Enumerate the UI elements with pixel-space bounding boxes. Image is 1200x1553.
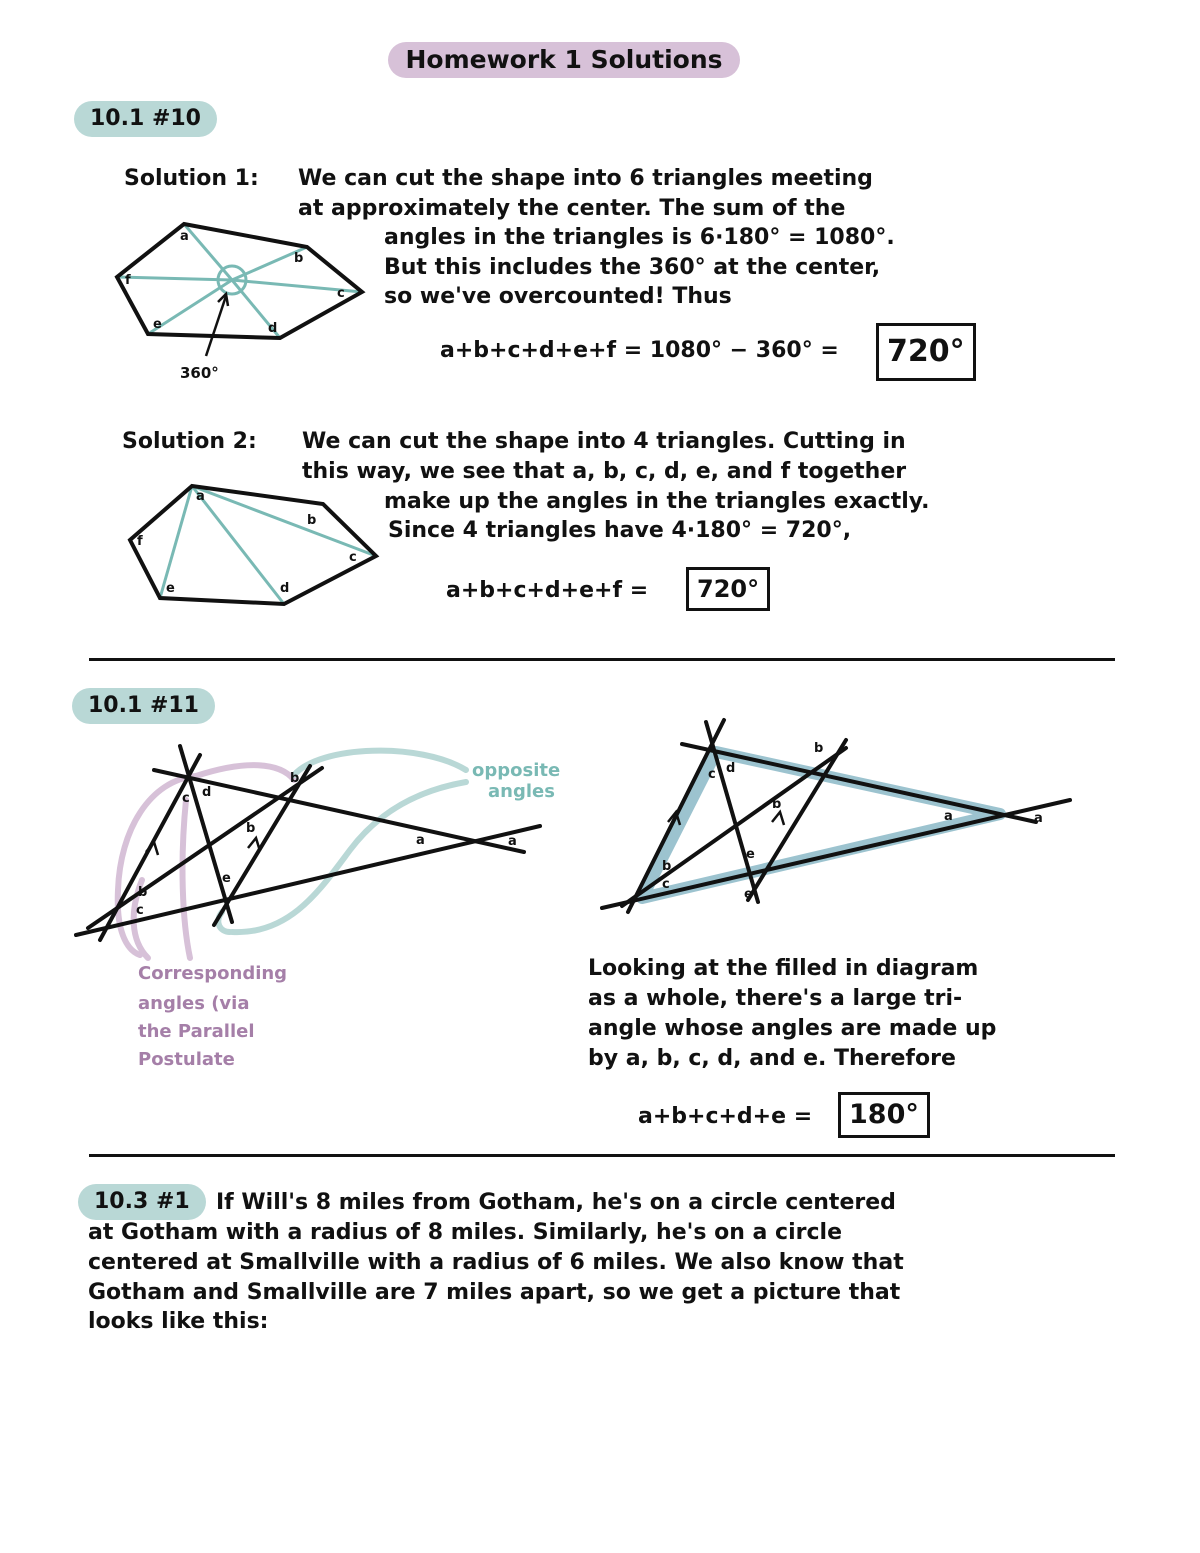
explanation-line-3: angle whose angles are made up — [588, 1016, 997, 1041]
left-angle-c-2: c — [136, 903, 144, 918]
sol2-line-2: this way, we see that a, b, c, d, e, and f together — [302, 459, 907, 484]
angle2-label-a: a — [196, 489, 205, 504]
right-angle-e-1: e — [746, 847, 755, 862]
solution-2-label: Solution 2: — [122, 429, 257, 454]
explanation-line-2: as a whole, there's a large tri- — [588, 986, 963, 1011]
opposite-note-line-2: angles — [488, 781, 555, 802]
corresponding-note-line-2: angles (via — [138, 993, 250, 1014]
angle-label-c: c — [337, 286, 345, 301]
explanation-line-4: by a, b, c, d, and e. Therefore — [588, 1046, 956, 1071]
s3-line-1: If Will's 8 miles from Gotham, he's on a circle centered — [216, 1190, 896, 1215]
section-label-10-1-10: 10.1 #10 — [74, 101, 217, 137]
left-angle-a-2: a — [508, 834, 517, 849]
right-angle-d: d — [726, 761, 736, 776]
section-label-10-3-1: 10.3 #1 — [78, 1184, 206, 1220]
sol2-line-3: make up the angles in the triangles exactly. — [384, 489, 930, 514]
sol1-answer-box: 720° — [876, 323, 976, 381]
sol2-equation: a+b+c+d+e+f = — [446, 578, 649, 603]
sol1-line-1: We can cut the shape into 6 triangles meeting — [298, 166, 873, 191]
explanation-line-1: Looking at the filled in diagram — [588, 956, 979, 981]
opposite-note-line-1: opposite — [472, 760, 561, 781]
right-angle-c-2: c — [662, 877, 670, 892]
solution-1-label: Solution 1: — [124, 166, 259, 191]
angle-label-b: b — [294, 251, 304, 266]
right-angle-b-3: b — [662, 859, 672, 874]
center-angle-label: 360° — [180, 364, 219, 382]
section2-answer-box: 180° — [838, 1092, 930, 1138]
sol2-line-4: Since 4 triangles have 4·180° = 720°, — [388, 518, 852, 543]
right-angle-a-1: a — [944, 809, 953, 824]
section-label-10-1-11: 10.1 #11 — [72, 688, 215, 724]
sol1-line-3: angles in the triangles is 6·180° = 1080°. — [384, 225, 895, 250]
sol2-line-1: We can cut the shape into 4 triangles. Cutting in — [302, 429, 906, 454]
right-angle-b-2: b — [772, 797, 782, 812]
right-angle-b-1: b — [814, 741, 824, 756]
left-angle-b-1: b — [290, 771, 300, 786]
s3-line-5: looks like this: — [88, 1309, 269, 1334]
right-angle-a-2: a — [1034, 811, 1043, 826]
corresponding-note-line-1: Corresponding — [138, 963, 288, 984]
sol1-line-4: But this includes the 360° at the center, — [384, 255, 881, 280]
s3-line-4: Gotham and Smallville are 7 miles apart, so we get a picture that — [88, 1280, 901, 1305]
left-angle-a-1: a — [416, 833, 425, 848]
angle-label-e: e — [153, 317, 162, 332]
left-angle-d: d — [202, 785, 212, 800]
section2-equation: a+b+c+d+e = — [638, 1104, 813, 1129]
divider-2 — [89, 1154, 1115, 1157]
left-angle-b-3: b — [138, 885, 148, 900]
angle-label-d: d — [268, 321, 278, 336]
page-title: Homework 1 Solutions — [388, 42, 740, 78]
left-angle-e: e — [222, 871, 231, 886]
angle2-label-b: b — [307, 513, 317, 528]
sol1-line-5: so we've overcounted! Thus — [384, 284, 732, 309]
sol1-line-2: at approximately the center. The sum of the — [298, 196, 846, 221]
right-angle-e-2: e — [744, 887, 753, 902]
angle-label-a: a — [180, 229, 189, 244]
sol1-equation: a+b+c+d+e+f = 1080° − 360° = — [440, 338, 839, 363]
angle2-label-e: e — [166, 581, 175, 596]
s3-line-2: at Gotham with a radius of 8 miles. Similarly, he's on a circle — [88, 1220, 842, 1245]
angle-label-f: f — [125, 273, 131, 288]
right-angle-c-1: c — [708, 767, 716, 782]
s3-line-3: centered at Smallville with a radius of 6 miles. We also know that — [88, 1250, 904, 1275]
angle2-label-d: d — [280, 581, 290, 596]
sol2-answer-box: 720° — [686, 567, 770, 611]
angle2-label-f: f — [137, 534, 143, 549]
corresponding-note-line-4: Postulate — [138, 1049, 235, 1070]
left-angle-c-1: c — [182, 791, 190, 806]
corresponding-note-line-3: the Parallel — [138, 1021, 255, 1042]
angle2-label-c: c — [349, 550, 357, 565]
left-angle-b-2: b — [246, 821, 256, 836]
